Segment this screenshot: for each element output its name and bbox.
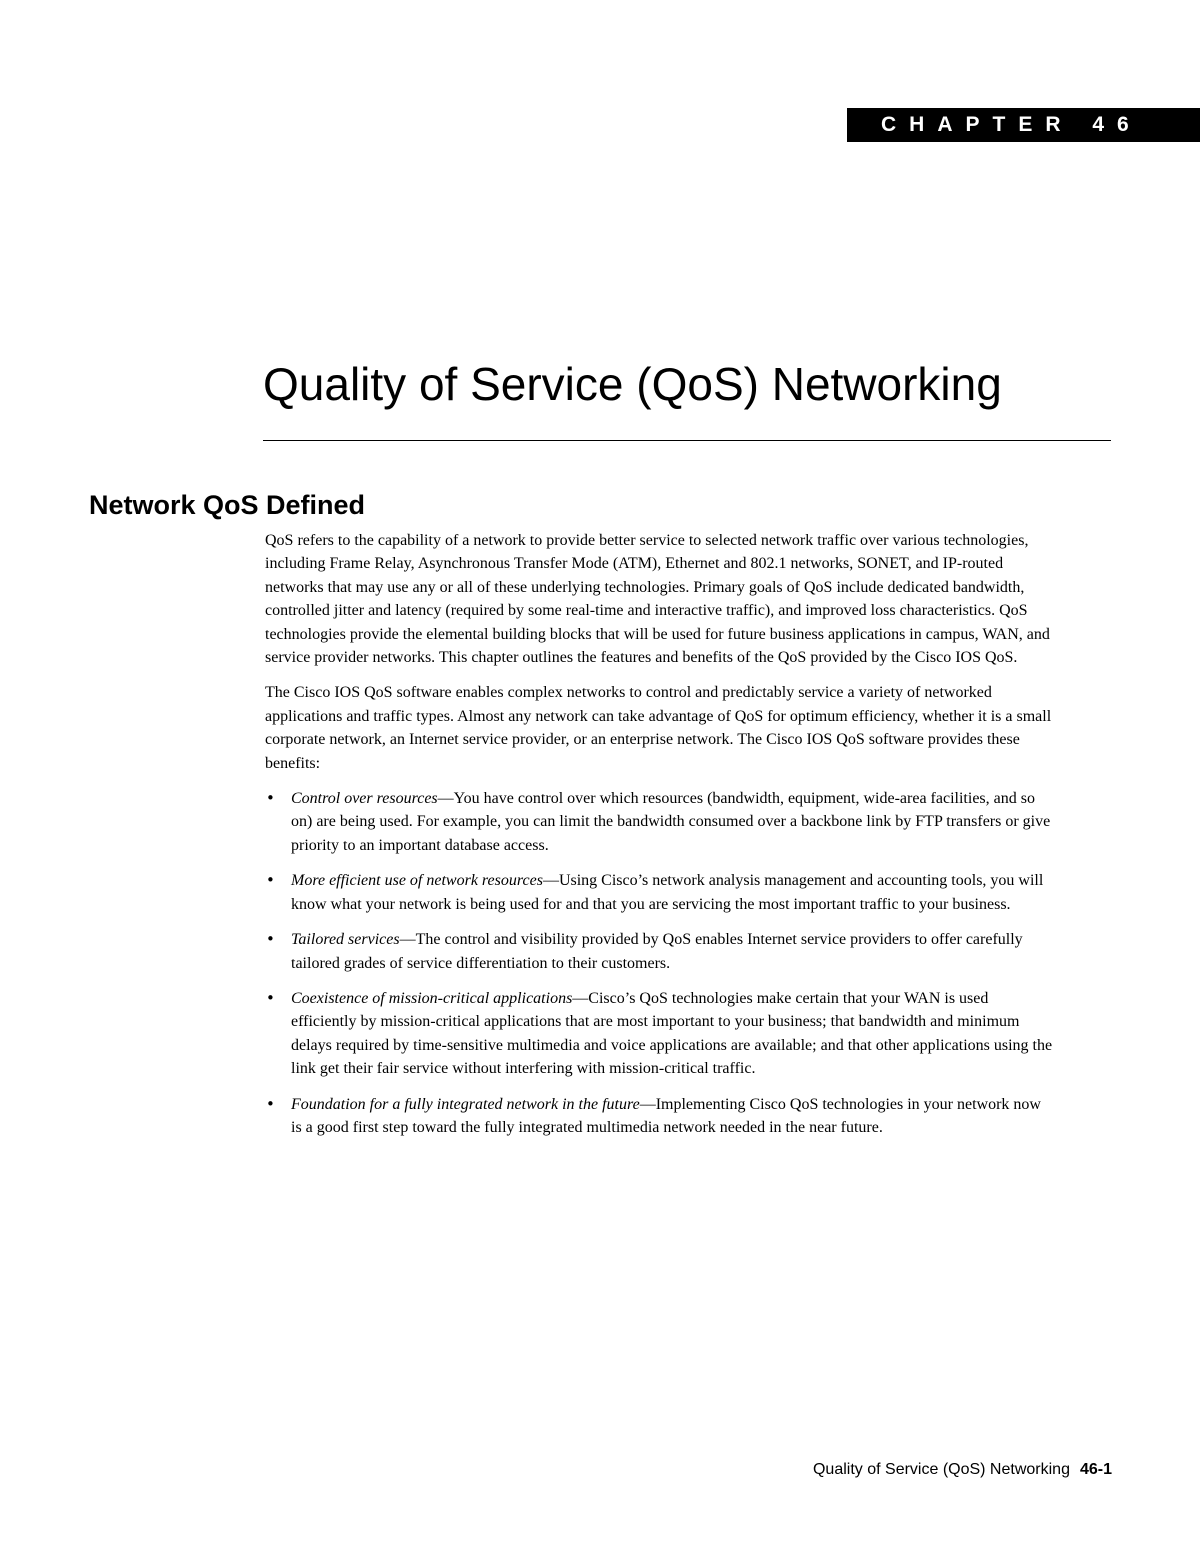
bullet-text: —The control and visibility provided by QoS enables Internet service providers to offer carefully tailored grades of service differentiation to their customers. <box>291 931 1023 972</box>
body-text <box>265 529 1055 1151</box>
title-divider <box>263 440 1111 441</box>
paragraph-benefits: The Cisco IOS QoS software enables complex networks to control and predictably service a variety of networked applications and traffic types. Almost any network can take advantage of QoS for optimum efficiency, whether it is a small corporate network, an Internet service provider, or an enterprise network. The Cisco IOS QoS software provides these benefits: <box>265 684 1052 772</box>
bullet-icon: • <box>266 789 275 808</box>
bullet-icon: • <box>266 930 275 949</box>
page-title: Quality of Service (QoS) Networking <box>263 358 1002 410</box>
list-item <box>265 1093 1055 1140</box>
section-heading: Network QoS Defined <box>89 490 366 520</box>
page-footer <box>813 1458 1112 1482</box>
bullet-term: More efficient use of network resources <box>291 872 543 890</box>
paragraph-intro: QoS refers to the capability of a network to provide better service to selected network traffic over various technologies, including Frame Relay, Asynchronous Transfer Mode (ATM), Ethernet and 802.1 networks, SONET, and IP-routed networks that may use any or all of these underlying technologies. Primary goals of QoS include dedicated bandwidth, controlled jitter and latency (required by some real-time and interactive traffic), and improved loss characteristics. QoS technologies provide the elemental building blocks that will be used for future business applications in campus, WAN, and service provider networks. This chapter outlines the features and benefits of the QoS provided by the Cisco IOS QoS. <box>265 532 1050 667</box>
bullet-icon: • <box>266 988 275 1007</box>
page-number: 46-1 <box>1079 1461 1112 1478</box>
list-item <box>265 869 1055 916</box>
list-item <box>265 787 1055 857</box>
list-item <box>265 928 1055 975</box>
bullet-term: Tailored services <box>291 931 400 949</box>
benefits-list <box>265 787 1055 1139</box>
footer-title: Quality of Service (QoS) Networking <box>812 1461 1070 1478</box>
bullet-text: —You have control over which resources (bandwidth, equipment, wide-area facilities, and so on) are being used. For example, you can limit the bandwidth consumed over a backbone link by FTP transfers or give priority to an important database access. <box>291 790 1051 854</box>
bullet-term: Control over resources <box>291 790 438 808</box>
list-item <box>265 987 1055 1081</box>
bullet-term: Coexistence of mission-critical applications <box>291 989 573 1007</box>
bullet-term: Foundation for a fully integrated network in the future <box>291 1095 640 1113</box>
bullet-icon: • <box>266 871 275 890</box>
chapter-label: CHAPTER 46 <box>847 108 1200 142</box>
bullet-text: —Using Cisco’s network analysis management and accounting tools, you will know what your network is being used for and that you are servicing the most important traffic to your business. <box>291 872 1044 913</box>
bullet-text: —Cisco’s QoS technologies make certain that your WAN is used efficiently by mission-critical applications that are most important to your business; that bandwidth and minimum delays required by time-sensitive multimedia and voice applications are available; and that other applications using the link get their fair service without interfering with mission-critical traffic. <box>291 989 1053 1078</box>
bullet-text: —Implementing Cisco QoS technologies in your network now is a good first step toward the fully integrated multimedia network needed in the near future. <box>291 1095 1041 1136</box>
bullet-icon: • <box>266 1094 275 1113</box>
